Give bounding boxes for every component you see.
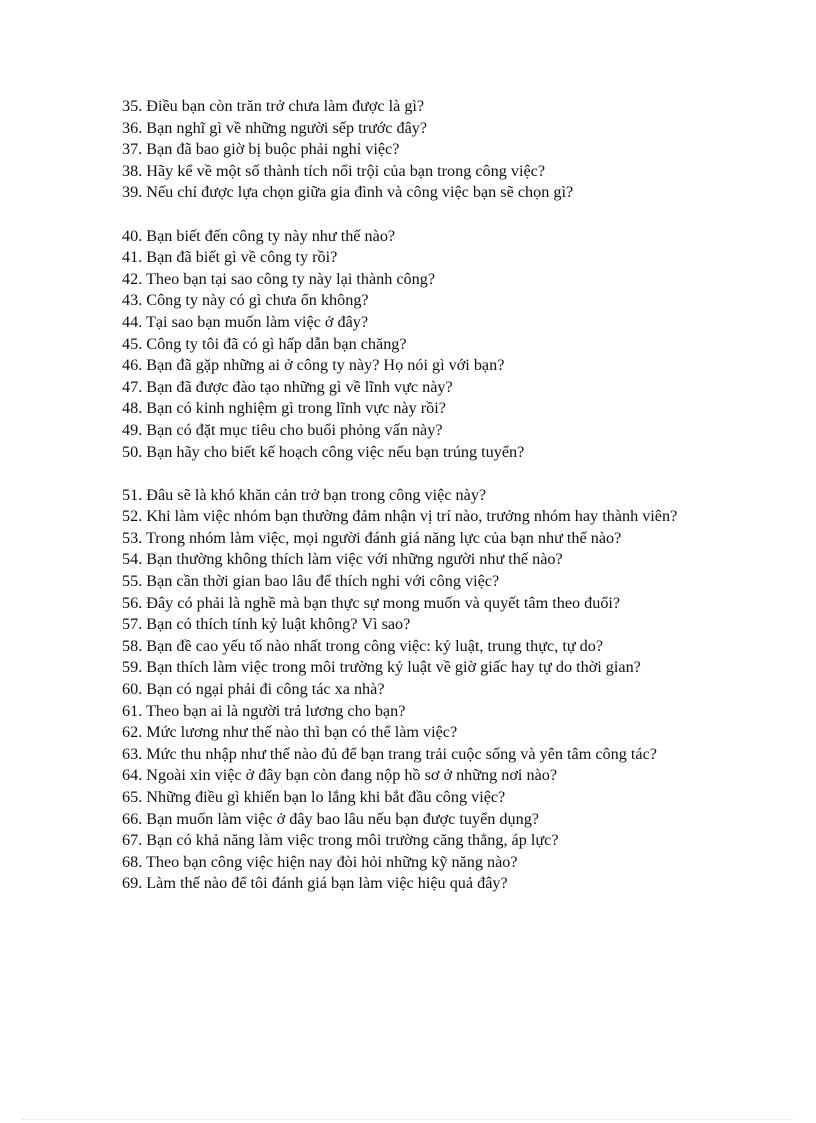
question-37: 37. Bạn đã bao giờ bị buộc phải nghỉ việc?: [122, 140, 400, 159]
question-69: 69. Làm thế nào để tôi đánh giá bạn làm việc hiệu quả đây?: [122, 874, 508, 893]
question-63: 63. Mức thu nhập như thế nào đủ để bạn trang trải cuộc sống và yên tâm công tác?: [122, 744, 657, 763]
question-46: 46. Bạn đã gặp những ai ở công ty này? Họ nói gì với bạn?: [122, 356, 505, 375]
question-58: 58. Bạn đề cao yếu tố nào nhất trong công việc: kỷ luật, trung thực, tự do?: [122, 636, 604, 655]
question-62: 62. Mức lương như thế nào thì bạn có thể làm việc?: [122, 723, 458, 742]
question-35: 35. Điều bạn còn trăn trở chưa làm được là gì?: [122, 97, 425, 115]
question-51: 51. Đâu sẽ là khó khăn cản trở bạn trong công việc này?: [122, 485, 487, 504]
question-43: 43. Công ty này có gì chưa ổn không?: [122, 291, 369, 310]
question-42: 42. Theo bạn tại sao công ty này lại thành công?: [122, 269, 436, 288]
question-66: 66. Bạn muốn làm việc ở đây bao lâu nếu bạn được tuyển dụng?: [122, 809, 539, 828]
question-49: 49. Bạn có đặt mục tiêu cho buổi phỏng vấn này?: [122, 420, 443, 439]
question-list: [122, 96, 702, 895]
question-group-3: [122, 485, 702, 895]
question-47: 47. Bạn đã được đào tạo những gì về lĩnh vực này?: [122, 377, 453, 396]
question-64: 64. Ngoài xin việc ở đây bạn còn đang nộp hồ sơ ở những nơi nào?: [122, 766, 558, 785]
question-60: 60. Bạn có ngại phải đi công tác xa nhà?: [122, 680, 385, 699]
question-36: 36. Bạn nghĩ gì về những người sếp trước đây?: [122, 118, 428, 137]
question-52: 52. Khi làm việc nhóm bạn thường đảm nhận vị trí nào, trưởng nhóm hay thành viên?: [122, 507, 678, 526]
question-41: 41. Bạn đã biết gì về công ty rồi?: [122, 248, 338, 267]
question-65: 65. Những điều gì khiến bạn lo lắng khi bắt đầu công việc?: [122, 788, 506, 806]
question-67: 67. Bạn có khả năng làm việc trong môi trường căng thẳng, áp lực?: [122, 831, 559, 850]
question-53: 53. Trong nhóm làm việc, mọi người đánh giá năng lực của bạn như thế nào?: [122, 528, 622, 547]
question-57: 57. Bạn có thích tính kỷ luật không? Vì sao?: [122, 615, 411, 634]
question-61: 61. Theo bạn ai là người trả lương cho bạn?: [122, 701, 406, 720]
question-55: 55. Bạn cần thời gian bao lâu để thích nghi với công việc?: [122, 572, 500, 591]
question-39: 39. Nếu chỉ được lựa chọn giữa gia đình và công việc bạn sẽ chọn gì?: [122, 183, 574, 202]
question-59: 59. Bạn thích làm việc trong môi trường kỷ luật về giờ giấc hay tự do thời gian?: [122, 658, 641, 677]
page-bottom-divider: [22, 1119, 794, 1120]
question-38: 38. Hãy kể về một số thành tích nổi trội của bạn trong công việc?: [122, 161, 546, 180]
question-48: 48. Bạn có kinh nghiệm gì trong lĩnh vực này rồi?: [122, 399, 446, 418]
question-45: 45. Công ty tôi đã có gì hấp dẫn bạn chăng?: [122, 334, 407, 353]
question-group-2: [122, 226, 702, 464]
question-50: 50. Bạn hãy cho biết kế hoạch công việc nếu bạn trúng tuyển?: [122, 442, 525, 461]
question-54: 54. Bạn thường không thích làm việc với những người như thế nào?: [122, 550, 563, 569]
question-68: 68. Theo bạn công việc hiện nay đòi hỏi những kỹ năng nào?: [122, 852, 518, 871]
question-56: 56. Đây có phải là nghề mà bạn thực sự mong muốn và quyết tâm theo đuổi?: [122, 593, 621, 612]
question-group-1: [122, 96, 702, 204]
question-40: 40. Bạn biết đến công ty này như thế nào?: [122, 226, 396, 245]
question-44: 44. Tại sao bạn muốn làm việc ở đây?: [122, 312, 369, 331]
